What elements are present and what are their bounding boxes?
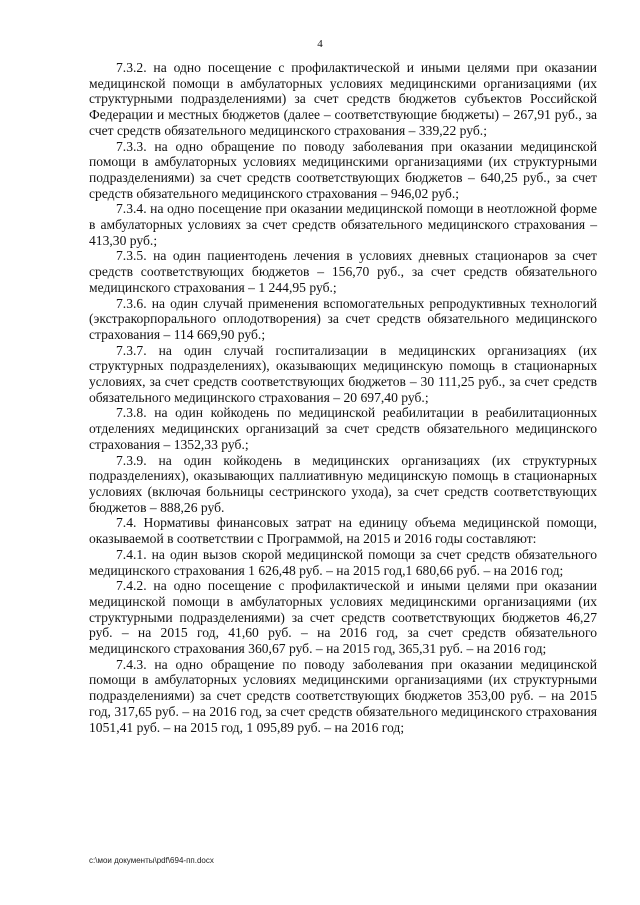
- paragraph-7-3-6: 7.3.6. на один случай применения вспомогательных репродуктивных технологий (экстракорпорального оплодотворения) за счет средств обязательного медицинского страхования – 114 669,90 руб.;: [89, 295, 597, 342]
- footer-file-path: c:\мои документы\pdf\694-пп.docx: [89, 856, 214, 865]
- paragraph-7-3-3: 7.3.3. на одно обращение по поводу заболевания при оказании медицинской помощи в амбулаторных условиях медицинскими организациями (их структурными подразделениями) за счет средств соответствующих бюджетов – 640,25 руб., за счет средств обязательного медицинского страхования – 946,02 руб.;: [89, 138, 597, 201]
- paragraph-7-3-5: 7.3.5. на один пациентодень лечения в условиях дневных стационаров за счет средств соответствующих бюджетов – 156,70 руб., за счет средств обязательного медицинского страхования – 1 244,95 руб.;: [89, 248, 597, 295]
- paragraph-7-3-9: 7.3.9. на один койкодень в медицинских организациях (их структурных подразделениях), оказывающих паллиативную медицинскую помощь в стационарных условиях (включая больницы сестринского ухода), за счет средств соответствующих бюджетов – 888,26 руб.: [89, 452, 597, 515]
- paragraph-7-4: 7.4. Нормативы финансовых затрат на единицу объема медицинской помощи, оказываемой в соответствии с Программой, на 2015 и 2016 годы составляют:: [89, 515, 597, 547]
- paragraph-7-4-1: 7.4.1. на один вызов скорой медицинской помощи за счет средств обязательного медицинского страхования 1 626,48 руб. – на 2015 год,1 680,66 руб. – на 2016 год;: [89, 546, 597, 578]
- paragraph-7-3-7: 7.3.7. на один случай госпитализации в медицинских организациях (их структурных подразделениях), оказывающих медицинскую помощь в стационарных условиях, за счет средств соответствующих бюджетов – 30 111,25 руб., за счет средств обязательного медицинского страхования – 20 697,40 руб.;: [89, 342, 597, 405]
- paragraph-7-3-4: 7.3.4. на одно посещение при оказании медицинской помощи в неотложной форме в амбулаторных условиях за счет средств обязательного медицинского страхования – 413,30 руб.;: [89, 201, 597, 248]
- paragraph-7-3-8: 7.3.8. на один койкодень по медицинской реабилитации в реабилитационных отделениях медицинских организаций за счет средств обязательного медицинского страхования – 1352,33 руб.;: [89, 405, 597, 452]
- page-number: 4: [317, 38, 323, 50]
- document-body: [89, 60, 597, 735]
- paragraph-7-4-2: 7.4.2. на одно посещение с профилактической и иными целями при оказании медицинской помощи в амбулаторных условиях медицинскими организациями (их структурными подразделениями) за счет средств соответствующих бюджетов 46,27 руб. – на 2015 год, 41,60 руб. – на 2016 год, за счет средств обязательного медицинского страхования 360,67 руб. – на 2015 год, 365,31 руб. – на 2016 год;: [89, 578, 597, 657]
- paragraph-7-4-3: 7.4.3. на одно обращение по поводу заболевания при оказании медицинской помощи в амбулаторных условиях медицинскими организациями (их структурными подразделениями) за счет средств соответствующих бюджетов 353,00 руб. – на 2015 год, 317,65 руб. – на 2016 год, за счет средств обязательного медицинского страхования 1051,41 руб. – на 2015 год, 1 095,89 руб. – на 2016 год;: [89, 656, 597, 735]
- paragraph-7-3-2: 7.3.2. на одно посещение с профилактической и иными целями при оказании медицинской помощи в амбулаторных условиях медицинскими организациями (их структурными подразделениями) за счет средств бюджетов субъектов Российской Федерации и местных бюджетов (далее – соответствующие бюджеты) – 267,91 руб., за счет средств обязательного медицинского страхования – 339,22 руб.;: [89, 60, 597, 138]
